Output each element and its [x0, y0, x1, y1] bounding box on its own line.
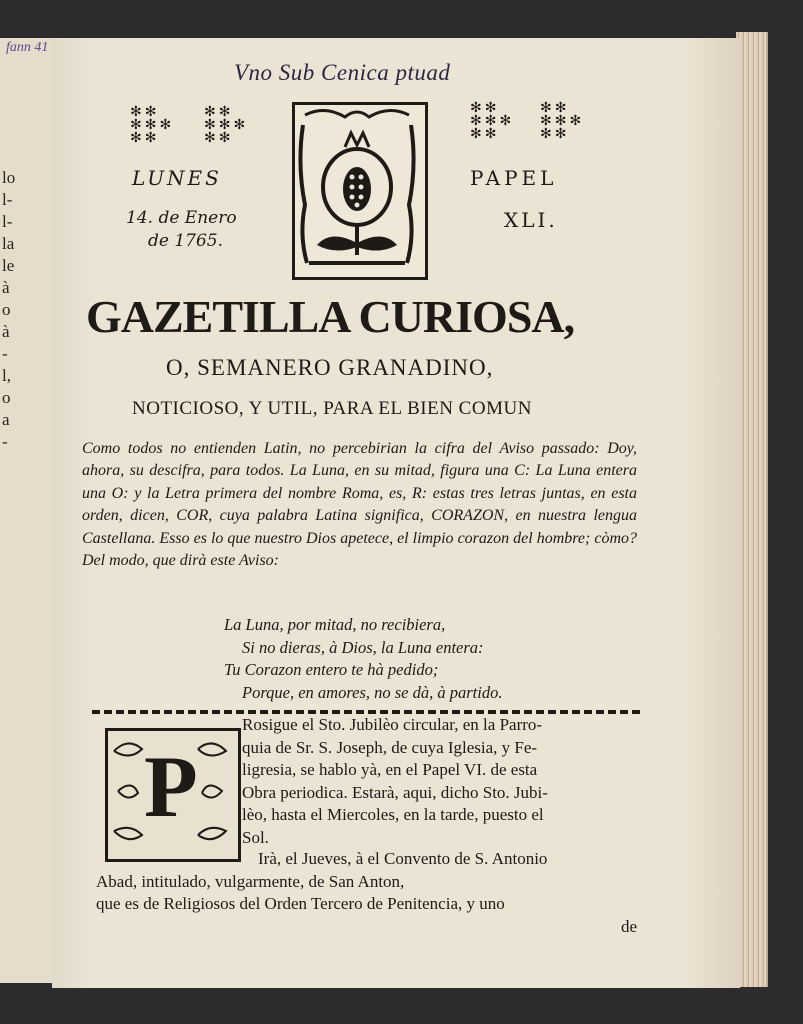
left-fragment: o [2, 300, 11, 319]
verse-line: Porque, en amores, no se dà, à partido. [242, 682, 503, 702]
text-line: Obra periodica. Estarà, aqui, dicho Sto. Jubi- [242, 782, 548, 802]
paper-number: XLI. [504, 208, 558, 232]
left-fragment: à [2, 322, 10, 341]
date-line: 14. de Enero [126, 208, 237, 228]
year-line: de 1765. [148, 231, 224, 251]
pomegranate-woodcut-icon [292, 102, 428, 280]
left-fragment: o [2, 388, 11, 407]
first-paragraph [242, 714, 638, 849]
left-fragment: l- [2, 212, 13, 231]
intro-paragraph: Como todos no entienden Latin, no percebirian la cifra del Aviso passado: Doy, ahora, su descifra, para todos. La Luna, en su mitad, figura una C: La Luna entera una O: y la Letra primera del nombre Roma, es, R: estas tres letras juntas, en esta orden, dicen, COR, cuya palabra Latina significa, CORAZON, en nuestra lengua Castellana. Esso es lo que nuestro Dios apetece, el limpio corazon del hombre; còmo? Del modo, que dirà este Aviso: [82, 440, 637, 570]
facing-left-page [0, 38, 54, 983]
left-fragment: la [2, 234, 15, 253]
left-fragment: - [2, 344, 8, 363]
star-ornament-icon: ✻✻ ✻✻✻ ✻✻ [204, 104, 249, 146]
weekday-label: LUNES [132, 166, 222, 190]
star-ornament-icon: ✻✻ ✻✻✻ ✻✻ [130, 104, 175, 146]
text-line: ligresia, se hablo yà, en el Papel VI. de esta [242, 760, 538, 779]
motto-line: NOTICIOSO, Y UTIL, PARA EL BIEN COMUN [132, 398, 532, 419]
catchword: de [620, 916, 637, 936]
second-paragraph [96, 848, 641, 938]
left-fragment: le [2, 256, 15, 275]
left-fragment: a [2, 410, 10, 429]
text-line: Abad, intitulado, vulgarmente, de San Anton, [96, 871, 405, 891]
page-title: GAZETILLA CURIOSA, [86, 291, 575, 342]
paper-label: PAPEL [470, 166, 558, 190]
printed-page [52, 38, 740, 988]
left-fragment: à [2, 278, 10, 297]
verse-block [224, 614, 502, 704]
decorated-initial-icon [105, 728, 241, 862]
text-line: lèo, hasta el Miercoles, en la tarde, puesto el [242, 805, 544, 824]
left-fragment: l- [2, 190, 13, 209]
text-line: quia de Sr. S. Joseph, de cuya Iglesia, y Fe- [242, 737, 538, 757]
verse-line: Tu Corazon entero te hà pedido; [224, 660, 439, 679]
left-fragment: lo [2, 168, 16, 187]
text-line: Rosigue el Sto. Jubilèo circular, en la Parro- [242, 715, 543, 734]
initial-letter: P [144, 739, 198, 836]
left-page-note: fann 41 [6, 40, 49, 55]
star-ornament-icon: ✻✻ ✻✻✻ ✻✻ [540, 100, 585, 142]
handwritten-note: Vno Sub Cenica ptuad [234, 60, 451, 85]
page-edges [736, 32, 768, 987]
left-fragment: l, [2, 366, 11, 385]
star-ornament-icon: ✻✻ ✻✻✻ ✻✻ [470, 100, 515, 142]
left-fragment: - [2, 432, 8, 451]
page-subtitle: O, SEMANERO GRANADINO, [166, 355, 494, 380]
text-line: Sol. [242, 827, 269, 847]
verse-line: La Luna, por mitad, no recibiera, [224, 615, 446, 634]
verse-line: Si no dieras, à Dios, la Luna entera: [242, 637, 484, 657]
text-line: que es de Religiosos del Orden Tercero de Penitencia, y uno [96, 894, 505, 913]
text-line: Irà, el Jueves, à el Convento de S. Antonio [258, 849, 548, 868]
